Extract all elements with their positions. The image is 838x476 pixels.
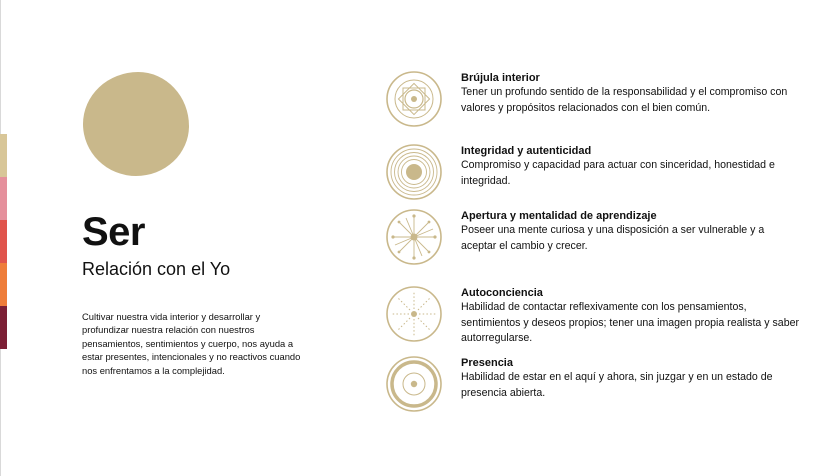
- decorative-blob: [83, 72, 189, 176]
- item-body: Tener un profundo sentido de la responsabilidad y el compromiso con valores y propósitos relacionados con el bien común.: [461, 86, 788, 114]
- item-body: Poseer una mente curiosa y una disposición a ser vulnerable y a aceptar el cambio y crecer.: [461, 224, 765, 252]
- competency-item-autoconciencia: [384, 284, 824, 348]
- color-strip-segment: [0, 306, 7, 349]
- concentric-rings-icon: [384, 142, 444, 202]
- page-subtitle: Relación con el Yo: [82, 259, 231, 279]
- item-body: Habilidad de contactar reflexivamente con los pensamientos, sentimientos y deseos propios; tener una imagen propia realista y saber autorregularse.: [461, 301, 800, 345]
- item-heading: Apertura y mentalidad de aprendizaje: [461, 210, 657, 222]
- competency-item-integridad: [384, 142, 824, 206]
- item-heading: Autoconciencia: [461, 287, 543, 299]
- color-strip-segment: [0, 220, 7, 263]
- page-title: Ser: [82, 210, 145, 254]
- competency-item-presencia: [384, 354, 824, 418]
- item-heading: Presencia: [461, 357, 513, 369]
- color-strip-segment: [0, 177, 7, 220]
- color-strip-segment: [0, 263, 7, 306]
- item-body: Habilidad de estar en el aquí y ahora, sin juzgar y en un estado de presencia abierta.: [461, 371, 773, 399]
- competency-item-apertura: [384, 207, 824, 271]
- competency-item-brujula: [384, 69, 824, 133]
- dotted-radiance-icon: [384, 284, 444, 344]
- color-strip-segment: [0, 134, 7, 177]
- item-heading: Integridad y autenticidad: [461, 145, 592, 157]
- compass-mandala-icon: [384, 69, 444, 129]
- color-strip: [0, 134, 7, 349]
- item-heading: Brújula interior: [461, 72, 540, 84]
- page-description: Cultivar nuestra vida interior y desarrollar y profundizar nuestra relación con nuestros pensamientos, sentimientos y cuerpo, nos ayuda a estar presentes, intencionales y no reactivos cuando nos enfrentamos a la complejidad.: [82, 311, 301, 376]
- radiating-burst-icon: [384, 207, 444, 267]
- presence-target-icon: [384, 354, 444, 414]
- item-body: Compromiso y capacidad para actuar con sinceridad, honestidad e integridad.: [461, 159, 775, 187]
